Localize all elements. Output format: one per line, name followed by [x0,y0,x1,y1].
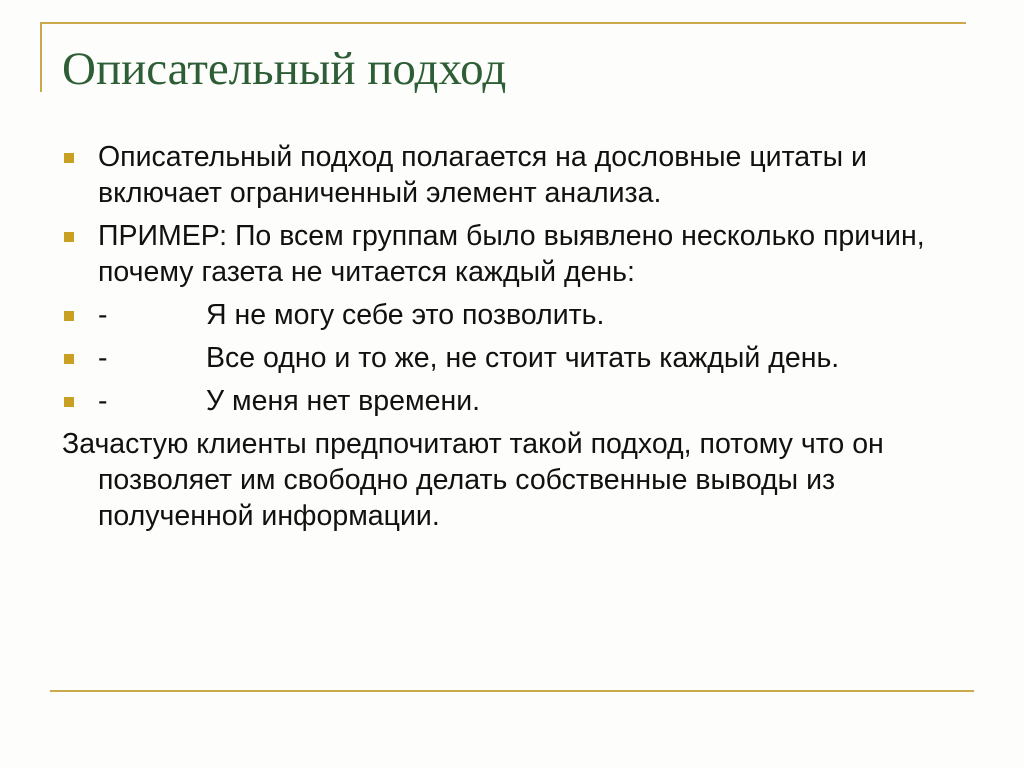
bullet-list [62,139,982,419]
slide-title: Описательный подход [62,43,507,95]
bottom-divider [50,690,974,692]
bullet-text: ПРИМЕР: По всем группам было выявлено несколько причин, почему газета не читается каждый день: [98,220,925,288]
bullet-text: Описательный подход полагается на дословные цитаты и включает ограниченный элемент анализа. [98,141,867,209]
bullet-item [62,383,982,419]
bullet-item [62,340,982,376]
square-bullet-icon [64,153,74,163]
bullet-item [62,139,982,211]
slide-body [62,139,982,534]
bullet-text: Все одно и то же, не стоит читать каждый день. [206,342,840,374]
square-bullet-icon [64,232,74,242]
bullet-item [62,297,982,333]
square-bullet-icon [64,354,74,364]
bullet-text: Я не могу себе это позволить. [206,299,605,331]
bullet-item [62,218,982,290]
square-bullet-icon [64,311,74,321]
dash-marker: - [98,342,108,374]
dash-marker: - [98,385,108,417]
left-divider [40,22,42,92]
closing-paragraph: Зачастую клиенты предпочитают такой подход, потому что он позволяет им свободно делать собственные выводы из полученной информации. [62,428,884,532]
square-bullet-icon [64,397,74,407]
top-divider [40,22,966,24]
dash-marker: - [98,299,108,331]
bullet-text: У меня нет времени. [206,385,481,417]
